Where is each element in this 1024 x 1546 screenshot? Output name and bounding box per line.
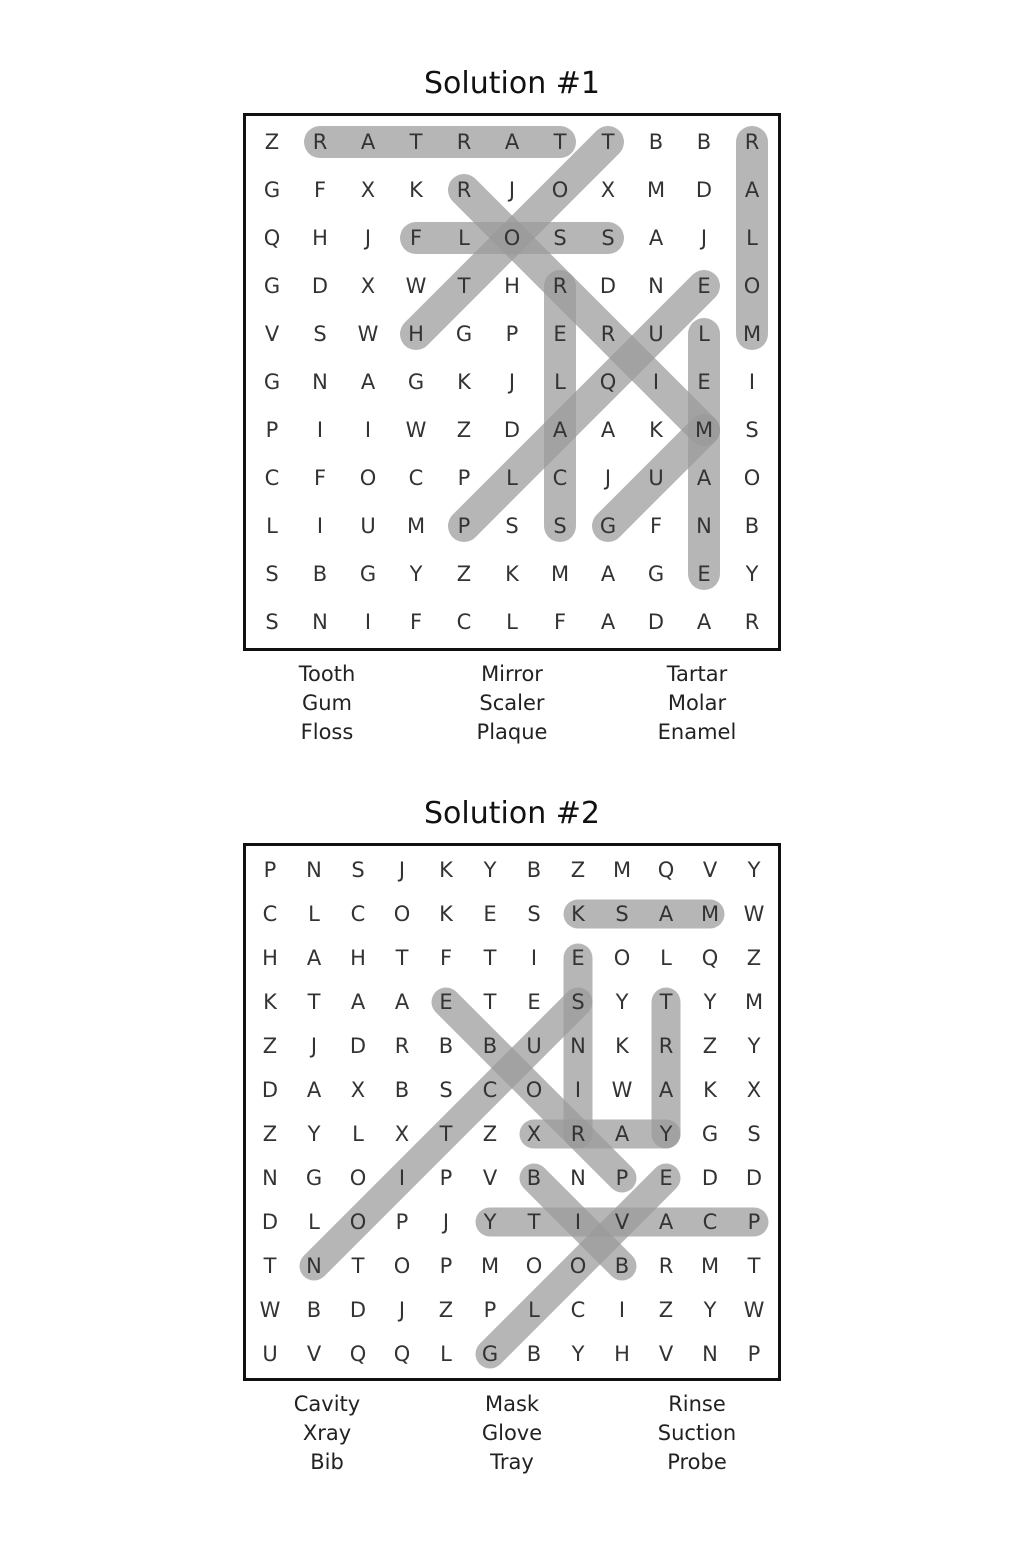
grid-letter[interactable]: Z bbox=[658, 1298, 674, 1322]
grid-letter[interactable]: Q bbox=[599, 370, 617, 394]
grid-letter[interactable]: N bbox=[702, 1342, 718, 1366]
grid-letter[interactable]: O bbox=[743, 466, 761, 490]
grid-letter[interactable]: Y bbox=[571, 1342, 585, 1366]
grid-letter[interactable]: F bbox=[439, 946, 453, 970]
grid-letter[interactable]: P bbox=[439, 1254, 453, 1278]
grid-letter[interactable]: S bbox=[601, 226, 615, 250]
grid-letter[interactable]: P bbox=[747, 1342, 761, 1366]
grid-letter[interactable]: G bbox=[359, 562, 377, 586]
grid-letter[interactable]: O bbox=[569, 1254, 587, 1278]
word-column bbox=[607, 660, 787, 747]
word-column bbox=[237, 1390, 417, 1477]
grid-letter[interactable]: S bbox=[571, 990, 585, 1014]
grid-letter[interactable]: Y bbox=[747, 1034, 761, 1058]
grid-letter[interactable]: V bbox=[482, 1166, 498, 1190]
grid-letter[interactable]: B bbox=[744, 514, 760, 538]
grid-letter[interactable]: L bbox=[528, 1298, 540, 1322]
grid-letter[interactable]: Y bbox=[483, 858, 497, 882]
grid-letter[interactable]: F bbox=[409, 226, 423, 250]
grid-letter[interactable]: N bbox=[306, 858, 322, 882]
grid-letter[interactable]: B bbox=[312, 562, 328, 586]
grid-letter[interactable]: B bbox=[526, 1342, 542, 1366]
grid-letter[interactable]: U bbox=[648, 466, 664, 490]
grid-letter[interactable]: I bbox=[316, 514, 324, 538]
word-item: Bib bbox=[310, 1450, 344, 1474]
grid-letter[interactable]: Y bbox=[483, 1210, 497, 1234]
grid-letter[interactable]: A bbox=[648, 226, 664, 250]
grid-letter[interactable]: L bbox=[458, 226, 470, 250]
grid-letter[interactable]: A bbox=[552, 418, 568, 442]
grid-letter[interactable]: O bbox=[743, 274, 761, 298]
grid-letter[interactable]: X bbox=[600, 178, 616, 202]
grid-letter[interactable]: G bbox=[263, 370, 281, 394]
grid-letter[interactable]: H bbox=[504, 274, 520, 298]
word-item: Tooth bbox=[298, 662, 356, 686]
grid-letter[interactable]: Z bbox=[438, 1298, 454, 1322]
grid-letter[interactable]: A bbox=[658, 1078, 674, 1102]
grid-letter[interactable]: L bbox=[308, 902, 320, 926]
grid-letter[interactable]: I bbox=[652, 370, 660, 394]
grid-letter[interactable]: E bbox=[697, 274, 711, 298]
grid-letter[interactable]: L bbox=[506, 466, 518, 490]
word-column bbox=[422, 1390, 602, 1477]
grid-letter[interactable]: O bbox=[525, 1254, 543, 1278]
grid-letter[interactable]: S bbox=[747, 1122, 761, 1146]
grid-letter[interactable]: R bbox=[394, 1034, 410, 1058]
grid-letter[interactable]: A bbox=[600, 562, 616, 586]
grid-letter[interactable]: Y bbox=[745, 562, 759, 586]
grid-letter[interactable]: J bbox=[364, 226, 372, 250]
grid-letter[interactable]: Z bbox=[264, 130, 280, 154]
grid-letter[interactable]: W bbox=[405, 274, 427, 298]
grid-letter[interactable]: O bbox=[503, 226, 521, 250]
grid-letter[interactable]: O bbox=[359, 466, 377, 490]
grid-letter[interactable]: G bbox=[407, 370, 425, 394]
grid-letter[interactable]: D bbox=[503, 418, 521, 442]
grid-letter[interactable]: E bbox=[483, 902, 497, 926]
grid-letter[interactable]: Q bbox=[349, 1342, 367, 1366]
grid-letter[interactable]: S bbox=[553, 226, 567, 250]
letter-grid bbox=[243, 113, 781, 651]
grid-letter[interactable]: K bbox=[263, 990, 277, 1014]
grid-letter[interactable]: U bbox=[526, 1034, 542, 1058]
grid-letter[interactable]: W bbox=[357, 322, 379, 346]
grid-letter[interactable]: B bbox=[482, 1034, 498, 1058]
grid-letter[interactable]: S bbox=[553, 514, 567, 538]
grid-letter[interactable]: D bbox=[349, 1298, 367, 1322]
grid-letter[interactable]: T bbox=[747, 1254, 761, 1278]
grid-letter[interactable]: K bbox=[457, 370, 471, 394]
grid-letter[interactable]: K bbox=[409, 178, 423, 202]
grid-letter[interactable]: D bbox=[701, 1166, 719, 1190]
grid-letter[interactable]: T bbox=[659, 990, 673, 1014]
grid-letter[interactable]: A bbox=[696, 610, 712, 634]
grid-letter[interactable]: O bbox=[613, 946, 631, 970]
grid-letter[interactable]: N bbox=[306, 1254, 322, 1278]
grid-letter[interactable]: D bbox=[261, 1210, 279, 1234]
grid-letter[interactable]: A bbox=[696, 466, 712, 490]
grid-letter[interactable]: H bbox=[408, 322, 424, 346]
puzzle-title: Solution #1 bbox=[424, 66, 600, 101]
grid-letter[interactable]: P bbox=[395, 1210, 409, 1234]
grid-letter[interactable]: E bbox=[527, 990, 541, 1014]
word-item: Tray bbox=[490, 1450, 534, 1474]
grid-letter[interactable]: V bbox=[702, 858, 718, 882]
grid-letter[interactable]: V bbox=[264, 322, 280, 346]
grid-letter[interactable]: R bbox=[552, 274, 568, 298]
grid-letter[interactable]: O bbox=[349, 1210, 367, 1234]
grid-letter[interactable]: S bbox=[505, 514, 519, 538]
word-item: Plaque bbox=[476, 720, 548, 744]
grid-letter[interactable]: N bbox=[696, 514, 712, 538]
grid-letter[interactable]: T bbox=[483, 990, 497, 1014]
grid-letter[interactable]: A bbox=[658, 902, 674, 926]
grid-letter[interactable]: O bbox=[393, 902, 411, 926]
grid-letter[interactable]: P bbox=[457, 514, 471, 538]
grid-letter[interactable]: M bbox=[646, 178, 666, 202]
grid-letter[interactable]: E bbox=[571, 946, 585, 970]
grid-letter[interactable]: Z bbox=[456, 418, 472, 442]
grid-letter[interactable]: K bbox=[505, 562, 519, 586]
grid-letter[interactable]: Y bbox=[615, 990, 629, 1014]
grid-letter[interactable]: T bbox=[553, 130, 567, 154]
word-item: Floss bbox=[300, 720, 354, 744]
grid-letter[interactable]: M bbox=[550, 562, 570, 586]
grid-letter[interactable]: O bbox=[349, 1166, 367, 1190]
grid-letter[interactable]: W bbox=[743, 902, 765, 926]
grid-letter[interactable]: I bbox=[364, 418, 372, 442]
grid-letter[interactable]: A bbox=[504, 130, 520, 154]
grid-letter[interactable]: W bbox=[611, 1078, 633, 1102]
grid-letter[interactable]: J bbox=[604, 466, 612, 490]
grid-letter[interactable]: X bbox=[360, 274, 376, 298]
grid-letter[interactable]: G bbox=[647, 562, 665, 586]
word-item: Rinse bbox=[668, 1392, 726, 1416]
grid-letter[interactable]: S bbox=[527, 902, 541, 926]
grid-letter[interactable]: L bbox=[266, 514, 278, 538]
grid-letter[interactable]: I bbox=[398, 1166, 406, 1190]
grid-letter[interactable]: H bbox=[350, 946, 366, 970]
grid-letter[interactable]: G bbox=[599, 514, 617, 538]
grid-letter[interactable]: M bbox=[744, 990, 764, 1014]
grid-letter[interactable]: K bbox=[649, 418, 663, 442]
word-item: Enamel bbox=[657, 720, 737, 744]
grid-letter[interactable]: R bbox=[312, 130, 328, 154]
grid-letter[interactable]: B bbox=[696, 130, 712, 154]
grid-letter[interactable]: I bbox=[316, 418, 324, 442]
grid-letter[interactable]: Y bbox=[409, 562, 423, 586]
grid-letter[interactable]: T bbox=[409, 130, 423, 154]
grid-letter[interactable]: R bbox=[456, 130, 472, 154]
grid-letter[interactable]: O bbox=[393, 1254, 411, 1278]
grid-letter[interactable]: T bbox=[483, 946, 497, 970]
grid-letter[interactable]: M bbox=[480, 1254, 500, 1278]
word-item: Probe bbox=[667, 1450, 727, 1474]
grid-letter[interactable]: V bbox=[614, 1210, 630, 1234]
grid-letter[interactable]: W bbox=[743, 1298, 765, 1322]
grid-letter[interactable]: N bbox=[262, 1166, 278, 1190]
grid-letter[interactable]: J bbox=[442, 1210, 450, 1234]
grid-letter[interactable]: T bbox=[351, 1254, 365, 1278]
grid-letter[interactable]: L bbox=[554, 370, 566, 394]
grid-letter[interactable]: V bbox=[306, 1342, 322, 1366]
grid-letter[interactable]: K bbox=[439, 858, 453, 882]
grid-letter[interactable]: E bbox=[553, 322, 567, 346]
grid-letter[interactable]: R bbox=[744, 610, 760, 634]
grid-letter[interactable]: B bbox=[526, 1166, 542, 1190]
grid-letter[interactable]: L bbox=[698, 322, 710, 346]
grid-letter[interactable]: M bbox=[700, 902, 720, 926]
grid-letter[interactable]: A bbox=[306, 946, 322, 970]
word-item: Mirror bbox=[481, 662, 543, 686]
grid-letter[interactable]: C bbox=[264, 466, 280, 490]
grid-letter[interactable]: C bbox=[552, 466, 568, 490]
word-column bbox=[607, 1390, 787, 1477]
grid-letter[interactable]: G bbox=[263, 178, 281, 202]
grid-letter[interactable]: U bbox=[360, 514, 376, 538]
word-item: Tartar bbox=[666, 662, 728, 686]
grid-letter[interactable]: G bbox=[263, 274, 281, 298]
grid-letter[interactable]: K bbox=[703, 1078, 717, 1102]
grid-letter[interactable]: W bbox=[259, 1298, 281, 1322]
letter-grid bbox=[243, 843, 781, 1381]
grid-letter[interactable]: X bbox=[394, 1122, 410, 1146]
grid-letter[interactable]: J bbox=[700, 226, 708, 250]
grid-letter[interactable]: C bbox=[456, 610, 472, 634]
grid-letter[interactable]: C bbox=[482, 1078, 498, 1102]
grid-letter[interactable]: P bbox=[265, 418, 279, 442]
grid-letter[interactable]: S bbox=[745, 418, 759, 442]
grid-letter[interactable]: M bbox=[694, 418, 714, 442]
grid-letter[interactable]: C bbox=[262, 902, 278, 926]
grid-letter[interactable]: Y bbox=[659, 1122, 673, 1146]
grid-letter[interactable]: I bbox=[748, 370, 756, 394]
word-column bbox=[237, 660, 417, 747]
grid-letter[interactable]: Y bbox=[747, 858, 761, 882]
grid-letter[interactable]: B bbox=[394, 1078, 410, 1102]
grid-letter[interactable]: Z bbox=[456, 562, 472, 586]
grid-letter[interactable]: R bbox=[570, 1122, 586, 1146]
grid-letter[interactable]: A bbox=[600, 418, 616, 442]
grid-letter[interactable]: Y bbox=[703, 1298, 717, 1322]
grid-letter[interactable]: C bbox=[570, 1298, 586, 1322]
grid-letter[interactable]: P bbox=[263, 858, 277, 882]
grid-letter[interactable]: G bbox=[481, 1342, 499, 1366]
grid-letter[interactable]: W bbox=[405, 418, 427, 442]
grid-letter[interactable]: T bbox=[457, 274, 471, 298]
grid-letter[interactable]: S bbox=[265, 562, 279, 586]
grid-letter[interactable]: Z bbox=[482, 1122, 498, 1146]
grid-letter[interactable]: E bbox=[659, 1166, 673, 1190]
grid-letter[interactable]: R bbox=[658, 1034, 674, 1058]
grid-letter[interactable]: X bbox=[746, 1078, 762, 1102]
grid-letter[interactable]: Q bbox=[393, 1342, 411, 1366]
grid-letter[interactable]: L bbox=[506, 610, 518, 634]
grid-letter[interactable]: L bbox=[746, 226, 758, 250]
grid-letter[interactable]: N bbox=[570, 1034, 586, 1058]
grid-letter[interactable]: Y bbox=[307, 1122, 321, 1146]
grid-letter[interactable]: X bbox=[360, 178, 376, 202]
word-item: Molar bbox=[667, 691, 727, 715]
grid-letter[interactable]: L bbox=[352, 1122, 364, 1146]
grid-letter[interactable]: Z bbox=[702, 1034, 718, 1058]
grid-letter[interactable]: F bbox=[553, 610, 567, 634]
grid-letter[interactable]: X bbox=[526, 1122, 542, 1146]
grid-letter[interactable]: O bbox=[525, 1078, 543, 1102]
grid-letter[interactable]: K bbox=[615, 1034, 629, 1058]
grid-letter[interactable]: A bbox=[614, 1122, 630, 1146]
grid-letter[interactable]: N bbox=[312, 610, 328, 634]
grid-letter[interactable]: P bbox=[615, 1166, 629, 1190]
grid-letter[interactable]: Q bbox=[263, 226, 281, 250]
grid-letter[interactable]: H bbox=[312, 226, 328, 250]
grid-letter[interactable]: N bbox=[312, 370, 328, 394]
grid-letter[interactable]: A bbox=[744, 178, 760, 202]
grid-letter[interactable]: Y bbox=[703, 990, 717, 1014]
grid-letter[interactable]: J bbox=[508, 370, 516, 394]
grid-letter[interactable]: B bbox=[526, 858, 542, 882]
grid-letter[interactable]: L bbox=[308, 1210, 320, 1234]
grid-letter[interactable]: G bbox=[455, 322, 473, 346]
grid-letter[interactable]: G bbox=[305, 1166, 323, 1190]
grid-letter[interactable]: K bbox=[439, 902, 453, 926]
word-column bbox=[422, 660, 602, 747]
grid-letter[interactable]: I bbox=[530, 946, 538, 970]
grid-letter[interactable]: Z bbox=[746, 946, 762, 970]
grid-letter[interactable]: U bbox=[648, 322, 664, 346]
grid-letter[interactable]: S bbox=[265, 610, 279, 634]
grid-letter[interactable]: G bbox=[701, 1122, 719, 1146]
grid-letter[interactable]: Q bbox=[701, 946, 719, 970]
grid-letter[interactable]: F bbox=[409, 610, 423, 634]
grid-letter[interactable]: T bbox=[395, 946, 409, 970]
grid-letter[interactable]: P bbox=[505, 322, 519, 346]
grid-letter[interactable]: M bbox=[406, 514, 426, 538]
grid-letter[interactable]: C bbox=[350, 902, 366, 926]
grid-letter[interactable]: J bbox=[310, 1034, 318, 1058]
grid-letter[interactable]: A bbox=[600, 610, 616, 634]
grid-letter[interactable]: N bbox=[648, 274, 664, 298]
word-item: Cavity bbox=[293, 1392, 361, 1416]
grid-letter[interactable]: D bbox=[349, 1034, 367, 1058]
grid-letter[interactable]: I bbox=[364, 610, 372, 634]
grid-letter[interactable]: Z bbox=[570, 858, 586, 882]
grid-letter[interactable]: J bbox=[508, 178, 516, 202]
grid-letter[interactable]: I bbox=[574, 1210, 582, 1234]
grid-letter[interactable]: R bbox=[456, 178, 472, 202]
grid-letter[interactable]: A bbox=[394, 990, 410, 1014]
grid-letter[interactable]: E bbox=[697, 370, 711, 394]
grid-letter[interactable]: P bbox=[747, 1210, 761, 1234]
grid-letter[interactable]: T bbox=[527, 1210, 541, 1234]
grid-letter[interactable]: R bbox=[658, 1254, 674, 1278]
grid-letter[interactable]: K bbox=[571, 902, 585, 926]
grid-letter[interactable]: R bbox=[600, 322, 616, 346]
word-item: Suction bbox=[657, 1421, 737, 1445]
grid-letter[interactable]: S bbox=[615, 902, 629, 926]
grid-letter[interactable]: F bbox=[313, 178, 327, 202]
word-item: Glove bbox=[481, 1421, 543, 1445]
grid-letter[interactable]: Z bbox=[262, 1122, 278, 1146]
grid-letter[interactable]: F bbox=[649, 514, 663, 538]
puzzle-title: Solution #2 bbox=[424, 796, 600, 831]
grid-letter[interactable]: A bbox=[360, 370, 376, 394]
grid-letter[interactable]: N bbox=[570, 1166, 586, 1190]
grid-letter[interactable]: P bbox=[457, 466, 471, 490]
grid-letter[interactable]: A bbox=[306, 1078, 322, 1102]
grid-letter[interactable]: X bbox=[350, 1078, 366, 1102]
grid-letter[interactable]: P bbox=[439, 1166, 453, 1190]
grid-letter[interactable]: S bbox=[313, 322, 327, 346]
grid-letter[interactable]: D bbox=[647, 610, 665, 634]
grid-letter[interactable]: H bbox=[614, 1342, 630, 1366]
grid-letter[interactable]: M bbox=[742, 322, 762, 346]
grid-letter[interactable]: D bbox=[695, 178, 713, 202]
grid-letter[interactable]: I bbox=[618, 1298, 626, 1322]
grid-letter[interactable]: T bbox=[439, 1122, 453, 1146]
word-item: Xray bbox=[302, 1421, 352, 1445]
grid-letter[interactable]: B bbox=[614, 1254, 630, 1278]
grid-letter[interactable]: T bbox=[601, 130, 615, 154]
grid-letter[interactable]: D bbox=[745, 1166, 763, 1190]
grid-letter[interactable]: O bbox=[551, 178, 569, 202]
grid-letter[interactable]: D bbox=[311, 274, 329, 298]
grid-letter[interactable]: T bbox=[263, 1254, 277, 1278]
grid-letter[interactable]: B bbox=[438, 1034, 454, 1058]
grid-letter[interactable]: I bbox=[574, 1078, 582, 1102]
grid-letter[interactable]: A bbox=[360, 130, 376, 154]
word-item: Gum bbox=[301, 691, 353, 715]
grid-letter[interactable]: A bbox=[658, 1210, 674, 1234]
grid-letter[interactable]: M bbox=[700, 1254, 720, 1278]
grid-letter[interactable]: A bbox=[350, 990, 366, 1014]
grid-letter[interactable]: R bbox=[744, 130, 760, 154]
grid-letter[interactable]: H bbox=[262, 946, 278, 970]
grid-letter[interactable]: B bbox=[306, 1298, 322, 1322]
grid-letter[interactable]: J bbox=[398, 1298, 406, 1322]
grid-letter[interactable]: E bbox=[439, 990, 453, 1014]
grid-letter[interactable]: S bbox=[439, 1078, 453, 1102]
grid-letter[interactable]: D bbox=[261, 1078, 279, 1102]
grid-letter[interactable]: S bbox=[351, 858, 365, 882]
grid-letter[interactable]: Z bbox=[262, 1034, 278, 1058]
grid-letter[interactable]: L bbox=[660, 946, 672, 970]
grid-letter[interactable]: F bbox=[313, 466, 327, 490]
word-item: Scaler bbox=[479, 691, 545, 715]
grid-letter[interactable]: B bbox=[648, 130, 664, 154]
word-item: Mask bbox=[484, 1392, 540, 1416]
grid-letter[interactable]: L bbox=[440, 1342, 452, 1366]
grid-letter[interactable]: E bbox=[697, 562, 711, 586]
grid-letter[interactable]: C bbox=[702, 1210, 718, 1234]
grid-letter[interactable]: U bbox=[262, 1342, 278, 1366]
grid-letter[interactable]: J bbox=[398, 858, 406, 882]
grid-letter[interactable]: V bbox=[658, 1342, 674, 1366]
grid-letter[interactable]: Q bbox=[657, 858, 675, 882]
grid-letter[interactable]: C bbox=[408, 466, 424, 490]
grid-letter[interactable]: T bbox=[307, 990, 321, 1014]
grid-letter[interactable]: D bbox=[599, 274, 617, 298]
grid-letter[interactable]: P bbox=[483, 1298, 497, 1322]
grid-letter[interactable]: M bbox=[612, 858, 632, 882]
